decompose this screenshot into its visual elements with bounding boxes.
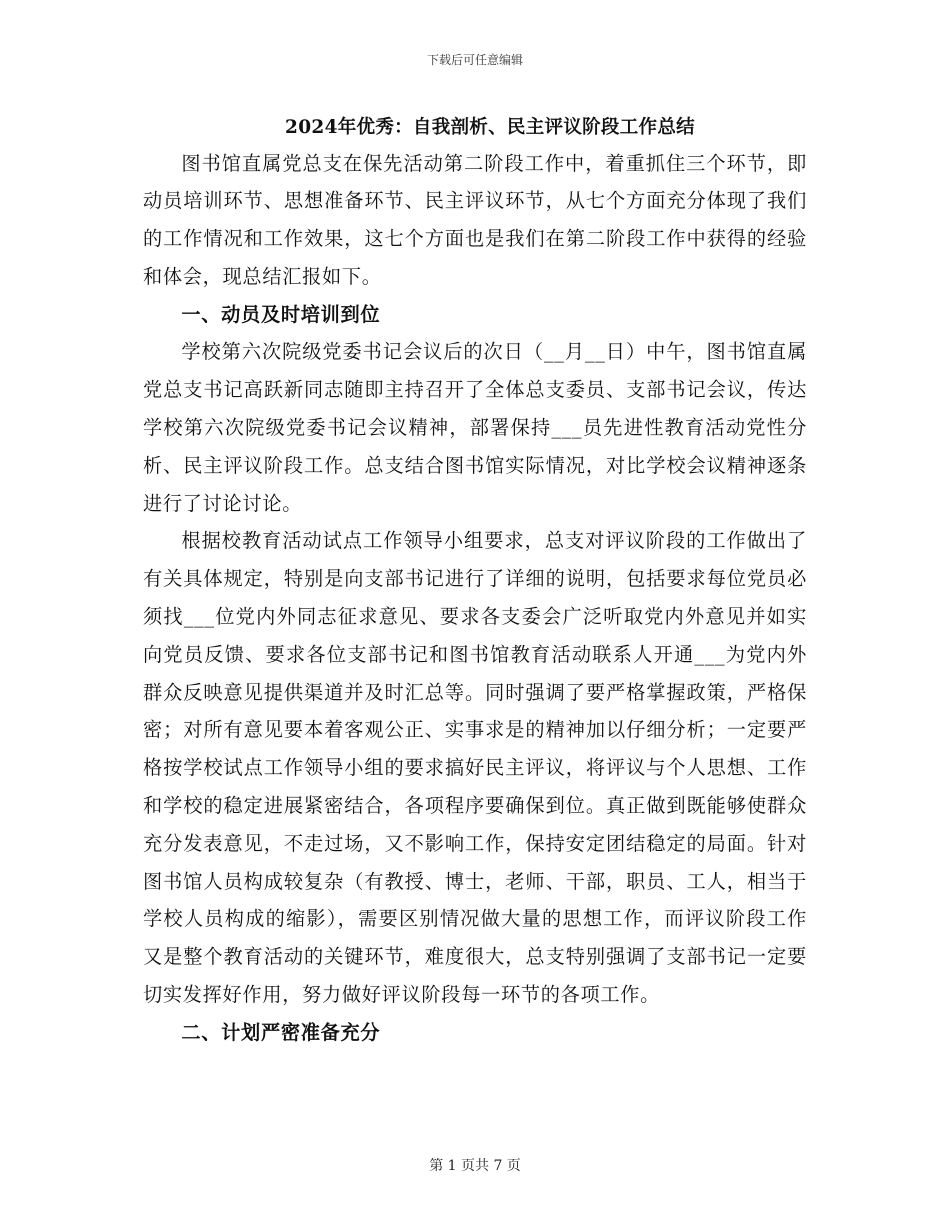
section-heading-1: 一、动员及时培训到位 [181, 302, 381, 326]
page-header-note: 下载后可任意编辑 [426, 53, 523, 67]
section-heading-2: 二、计划严密准备充分 [181, 1020, 381, 1044]
document-title: 2024年优秀：自我剖析、民主评议阶段工作总结 [285, 117, 695, 138]
section-1-paragraph-1: 学校第六次院级党委书记会议后的次日（__月__日）中午，图书馆直属党总支书记高跃新同志随即主持召开了全体总支委员、支部书记会议，传达学校第六次院级党委书记会议精神，部署保持___员先进性教育活动党性分析、民主评议阶段工作。总支结合图书馆实际情况，对比学校会议精神逐条进行了讨论讨论。 [143, 340, 807, 515]
intro-paragraph: 图书馆直属党总支在保先活动第二阶段工作中，着重抓住三个环节，即动员培训环节、思想准备环节、民主评议环节，从七个方面充分体现了我们的工作情况和工作效果，这七个方面也是我们在第二阶段工作中获得的经验和体会，现总结汇报如下。 [143, 151, 807, 288]
page-number: 第 1 页共 7 页 [429, 1158, 521, 1174]
section-1-paragraph-2: 根据校教育活动试点工作领导小组要求，总支对评议阶段的工作做出了有关具体规定，特别是向支部书记进行了详细的说明，包括要求每位党员必须找___位党内外同志征求意见、要求各支委会广泛听取党内外意见并如实向党员反馈、要求各位支部书记和图书馆教育活动联系人开通___为党内外群众反映意见提供渠道并及时汇总等。同时强调了要严格掌握政策，严格保密；对所有意见要本着客观公正、实事求是的精神加以仔细分析；一定要严格按学校试点工作领导小组的要求搞好民主评议，将评议与个人思想、工作和学校的稳定进展紧密结合，各项程序要确保到位。真正做到既能够使群众充分发表意见，不走过场，又不影响工作，保持安定团结稳定的局面。针对图书馆人员构成较复杂（有教授、博士，老师、干部，职员、工人，相当于学校人员构成的缩影），需要区别情况做大量的思想工作，而评议阶段工作又是整个教育活动的关键环节，难度很大，总支特别强调了支部书记一定要切实发挥好作用，努力做好评议阶段每一环节的各项工作。 [143, 529, 807, 1007]
document-body [143, 111, 807, 1052]
